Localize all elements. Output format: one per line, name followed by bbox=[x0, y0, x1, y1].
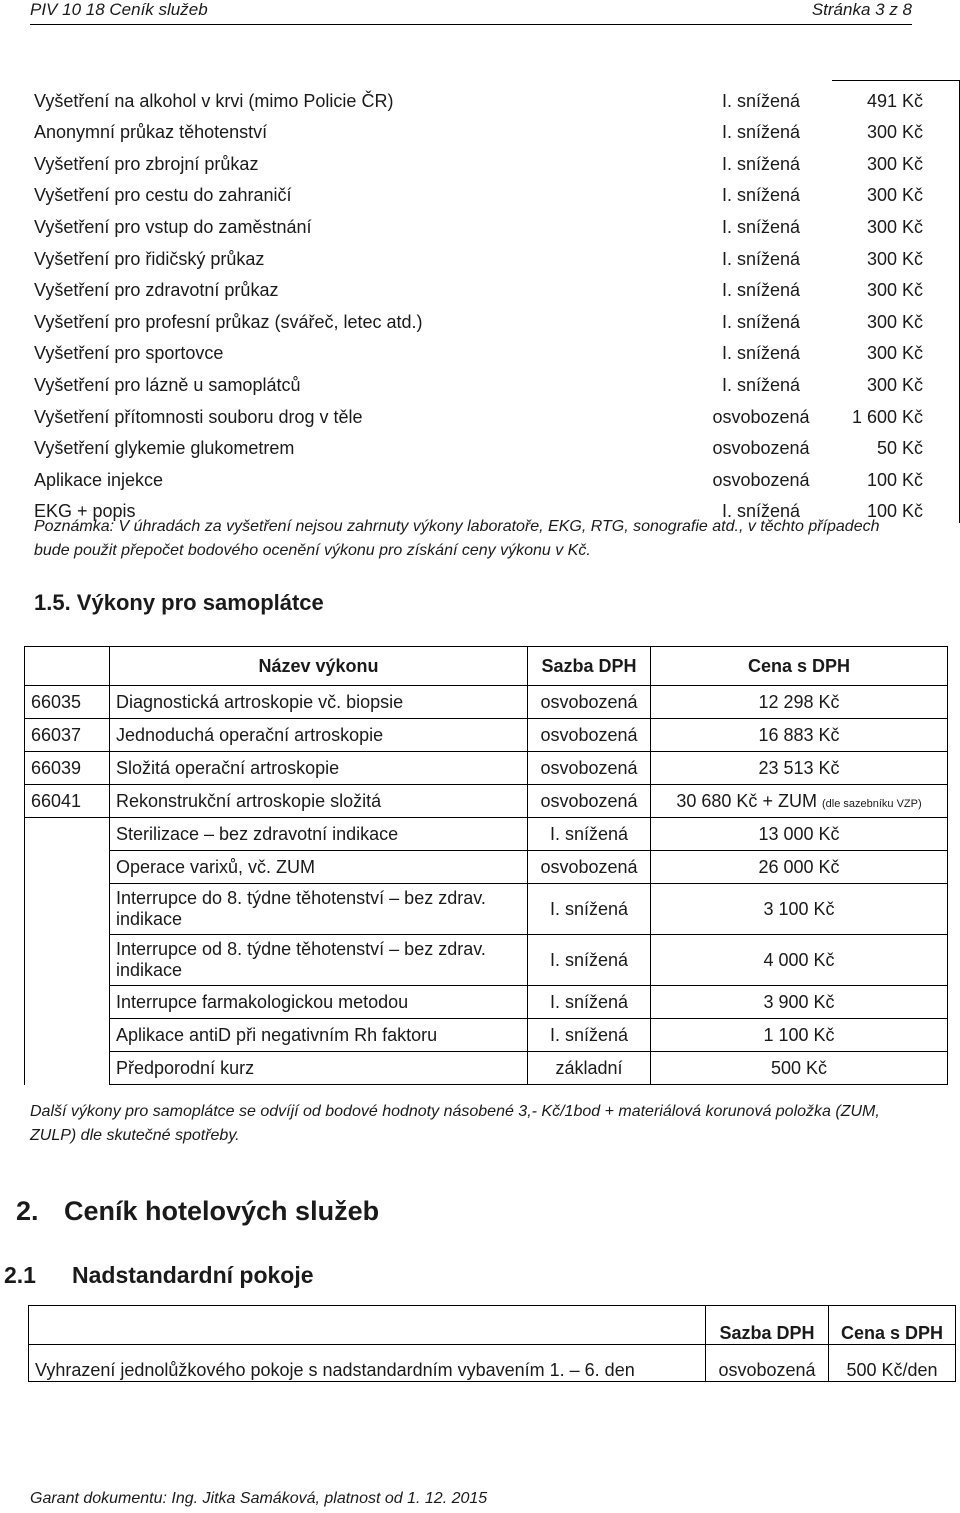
procedure-price bbox=[651, 818, 948, 851]
table-row bbox=[28, 238, 960, 270]
exam-price: 300 Kč bbox=[832, 238, 960, 270]
price-value: 16 883 Kč bbox=[758, 724, 840, 745]
exam-price: 491 Kč bbox=[832, 81, 960, 113]
exam-price: 300 Kč bbox=[832, 270, 960, 302]
procedure-code: 66037 bbox=[25, 719, 110, 752]
procedure-price bbox=[651, 851, 948, 884]
table-row bbox=[28, 144, 960, 176]
header-name bbox=[29, 1306, 706, 1345]
procedure-code: 66041 bbox=[25, 785, 110, 818]
procedure-price bbox=[651, 884, 948, 935]
procedure-name: Interrupce do 8. týdne těhotenství – bez zdrav. indikace bbox=[110, 884, 528, 935]
exam-name: Vyšetření na alkohol v krvi (mimo Policie ČR) bbox=[34, 90, 394, 111]
table-row bbox=[25, 1052, 948, 1085]
table-row bbox=[28, 270, 960, 302]
procedure-name: Diagnostická artroskopie vč. biopsie bbox=[110, 686, 528, 719]
procedure-name: Aplikace antiD při negativním Rh faktoru bbox=[110, 1019, 528, 1052]
self-payer-note: Další výkony pro samoplátce se odvíjí od bodové hodnoty násobené 3,- Kč/1bod + materiálová korunová položka (ZUM, ZULP) dle skutečné spotřeby. bbox=[30, 1103, 880, 1144]
exam-price: 100 Kč bbox=[832, 460, 960, 492]
price-value: 12 298 Kč bbox=[758, 691, 840, 712]
vat-rate: I. snížená bbox=[721, 122, 801, 143]
exam-price: 100 Kč bbox=[832, 491, 960, 523]
table-row bbox=[29, 1345, 956, 1382]
procedure-name: Jednoduchá operační artroskopie bbox=[110, 719, 528, 752]
vat-rate: I. snížená bbox=[721, 343, 801, 364]
table-row bbox=[28, 207, 960, 239]
procedure-code bbox=[25, 1019, 110, 1052]
price-value: 500 Kč bbox=[770, 1057, 828, 1078]
header-code bbox=[25, 647, 110, 686]
procedure-name: Operace varixů, vč. ZUM bbox=[110, 851, 528, 884]
procedure-code bbox=[25, 1052, 110, 1085]
price-value: 30 680 Kč + ZUM bbox=[676, 790, 817, 811]
section-number: 2. bbox=[16, 1196, 39, 1226]
procedure-price bbox=[651, 719, 948, 752]
vat-rate: I. snížená bbox=[528, 818, 651, 851]
exam-name: Vyšetření pro zbrojní průkaz bbox=[34, 153, 259, 174]
vat-rate: osvobozená bbox=[712, 406, 810, 427]
exam-price: 300 Kč bbox=[832, 333, 960, 365]
table-row bbox=[28, 460, 960, 492]
section-title: Ceník hotelových služeb bbox=[64, 1196, 380, 1226]
exam-name: EKG + popis bbox=[34, 501, 136, 522]
procedure-name: Interrupce farmakologickou metodou bbox=[110, 986, 528, 1019]
vat-rate: I. snížená bbox=[721, 216, 801, 237]
table-row bbox=[25, 752, 948, 785]
rooms-table bbox=[28, 1305, 956, 1382]
header-rate: Sazba DPH bbox=[528, 647, 651, 686]
vat-rate: osvobozená bbox=[528, 719, 651, 752]
price-value: 3 100 Kč bbox=[763, 898, 835, 919]
vat-rate: základní bbox=[528, 1052, 651, 1085]
procedure-code bbox=[25, 818, 110, 851]
vat-rate: I. snížená bbox=[721, 280, 801, 301]
table-row bbox=[25, 935, 948, 986]
exam-name: Vyšetření glykemie glukometrem bbox=[34, 438, 295, 459]
vat-rate: osvobozená bbox=[712, 438, 810, 459]
price-value: 23 513 Kč bbox=[758, 757, 840, 778]
vat-rate: osvobozená bbox=[706, 1345, 829, 1382]
exam-name: Vyšetření pro zdravotní průkaz bbox=[34, 280, 279, 301]
procedure-name: Složitá operační artroskopie bbox=[110, 752, 528, 785]
exam-price: 300 Kč bbox=[832, 365, 960, 397]
exam-name: Vyšetření pro lázně u samoplátců bbox=[34, 374, 301, 395]
exam-price: 300 Kč bbox=[832, 144, 960, 176]
section-number: 2.1 bbox=[4, 1262, 36, 1288]
exam-name: Vyšetření pro vstup do zaměstnání bbox=[34, 216, 312, 237]
exam-name: Vyšetření pro cestu do zahraničí bbox=[34, 185, 292, 206]
exam-price-table bbox=[28, 80, 960, 523]
procedure-price bbox=[651, 935, 948, 986]
procedure-code bbox=[25, 851, 110, 884]
vat-rate: I. snížená bbox=[721, 185, 801, 206]
procedure-price bbox=[651, 1019, 948, 1052]
table-row bbox=[25, 986, 948, 1019]
vat-rate: I. snížená bbox=[721, 374, 801, 395]
exam-name: Vyšetření pro řidičský průkaz bbox=[34, 248, 265, 269]
vat-rate: I. snížená bbox=[528, 986, 651, 1019]
header-price: Cena s DPH bbox=[829, 1306, 956, 1345]
procedure-price bbox=[651, 785, 948, 818]
header-price: Cena s DPH bbox=[651, 647, 948, 686]
procedure-price bbox=[651, 1052, 948, 1085]
table-row bbox=[28, 302, 960, 334]
table-row bbox=[28, 333, 960, 365]
vat-rate: I. snížená bbox=[721, 248, 801, 269]
exam-name: Vyšetření přítomnosti souboru drog v těle bbox=[34, 406, 363, 427]
exam-price: 300 Kč bbox=[832, 112, 960, 144]
table-row bbox=[28, 81, 960, 113]
procedure-code bbox=[25, 884, 110, 935]
exam-price: 1 600 Kč bbox=[832, 396, 960, 428]
table-row bbox=[25, 719, 948, 752]
table-row bbox=[25, 1019, 948, 1052]
table-row bbox=[25, 851, 948, 884]
procedure-code: 66035 bbox=[25, 686, 110, 719]
exam-price: 300 Kč bbox=[832, 175, 960, 207]
vat-rate: osvobozená bbox=[528, 752, 651, 785]
vat-rate: I. snížená bbox=[528, 1019, 651, 1052]
procedure-name: Sterilizace – bez zdravotní indikace bbox=[110, 818, 528, 851]
section-heading-2 bbox=[16, 1196, 379, 1227]
page-footer: Garant dokumentu: Ing. Jitka Samáková, platnost od 1. 12. 2015 bbox=[30, 1490, 488, 1507]
table-row bbox=[28, 112, 960, 144]
exam-name: Anonymní průkaz těhotenství bbox=[34, 122, 268, 143]
exam-price: 300 Kč bbox=[832, 302, 960, 334]
vat-rate: osvobozená bbox=[528, 686, 651, 719]
price-value: 1 100 Kč bbox=[763, 1024, 835, 1045]
vat-rate: I. snížená bbox=[721, 501, 801, 522]
price-value: 13 000 Kč bbox=[758, 823, 840, 844]
price-value: 26 000 Kč bbox=[758, 856, 840, 877]
header-divider bbox=[30, 24, 912, 25]
header-page-number: Stránka 3 z 8 bbox=[811, 0, 912, 19]
procedure-name: Interrupce od 8. týdne těhotenství – bez zdrav. indikace bbox=[110, 935, 528, 986]
exam-name: Vyšetření pro profesní průkaz (svářeč, letec atd.) bbox=[34, 311, 423, 332]
self-payer-table bbox=[24, 646, 948, 1085]
service-name: Vyhrazení jednolůžkového pokoje s nadstandardním vybavením 1. – 6. den bbox=[29, 1345, 706, 1382]
procedure-price bbox=[651, 752, 948, 785]
procedure-code bbox=[25, 986, 110, 1019]
procedure-code: 66039 bbox=[25, 752, 110, 785]
exam-name: Vyšetření pro sportovce bbox=[34, 343, 224, 364]
section-title: Nadstandardní pokoje bbox=[72, 1262, 314, 1288]
price-value: 3 900 Kč bbox=[763, 991, 835, 1012]
table-row bbox=[28, 396, 960, 428]
table-row bbox=[25, 686, 948, 719]
table-row bbox=[25, 785, 948, 818]
vat-rate: osvobozená bbox=[528, 851, 651, 884]
table-row bbox=[28, 175, 960, 207]
section-heading-1-5: 1.5. Výkony pro samoplátce bbox=[34, 590, 324, 615]
procedure-price bbox=[651, 986, 948, 1019]
table-row bbox=[25, 818, 948, 851]
table-row bbox=[25, 884, 948, 935]
table-row bbox=[28, 365, 960, 397]
vat-rate: I. snížená bbox=[721, 153, 801, 174]
exam-note: Poznámka: V úhradách za vyšetření nejsou zahrnuty výkony laboratoře, EKG, RTG, sonografie atd., v těchto případech bude použit přepočet bodového ocenění výkonu pro získání ceny výkonu v Kč. bbox=[34, 518, 880, 559]
table-header-row bbox=[29, 1306, 956, 1345]
vat-rate: I. snížená bbox=[528, 884, 651, 935]
price-value: 4 000 Kč bbox=[763, 949, 835, 970]
vat-rate: osvobozená bbox=[712, 469, 810, 490]
vat-rate: I. snížená bbox=[721, 311, 801, 332]
section-heading-2-1 bbox=[4, 1262, 314, 1289]
table-header-row bbox=[25, 647, 948, 686]
procedure-code bbox=[25, 935, 110, 986]
exam-price: 50 Kč bbox=[832, 428, 960, 460]
price-note: (dle sazebníku VZP) bbox=[821, 797, 922, 810]
vat-rate: I. snížená bbox=[721, 90, 801, 111]
header-rate: Sazba DPH bbox=[706, 1306, 829, 1345]
header-doc-title: PIV 10 18 Ceník služeb bbox=[30, 0, 208, 19]
exam-name: Aplikace injekce bbox=[34, 469, 164, 490]
service-price: 500 Kč/den bbox=[829, 1345, 956, 1382]
header-name: Název výkonu bbox=[110, 647, 528, 686]
procedure-price bbox=[651, 686, 948, 719]
vat-rate: I. snížená bbox=[528, 935, 651, 986]
exam-price: 300 Kč bbox=[832, 207, 960, 239]
vat-rate: osvobozená bbox=[528, 785, 651, 818]
procedure-name: Předporodní kurz bbox=[110, 1052, 528, 1085]
procedure-name: Rekonstrukční artroskopie složitá bbox=[110, 785, 528, 818]
table-row bbox=[28, 428, 960, 460]
